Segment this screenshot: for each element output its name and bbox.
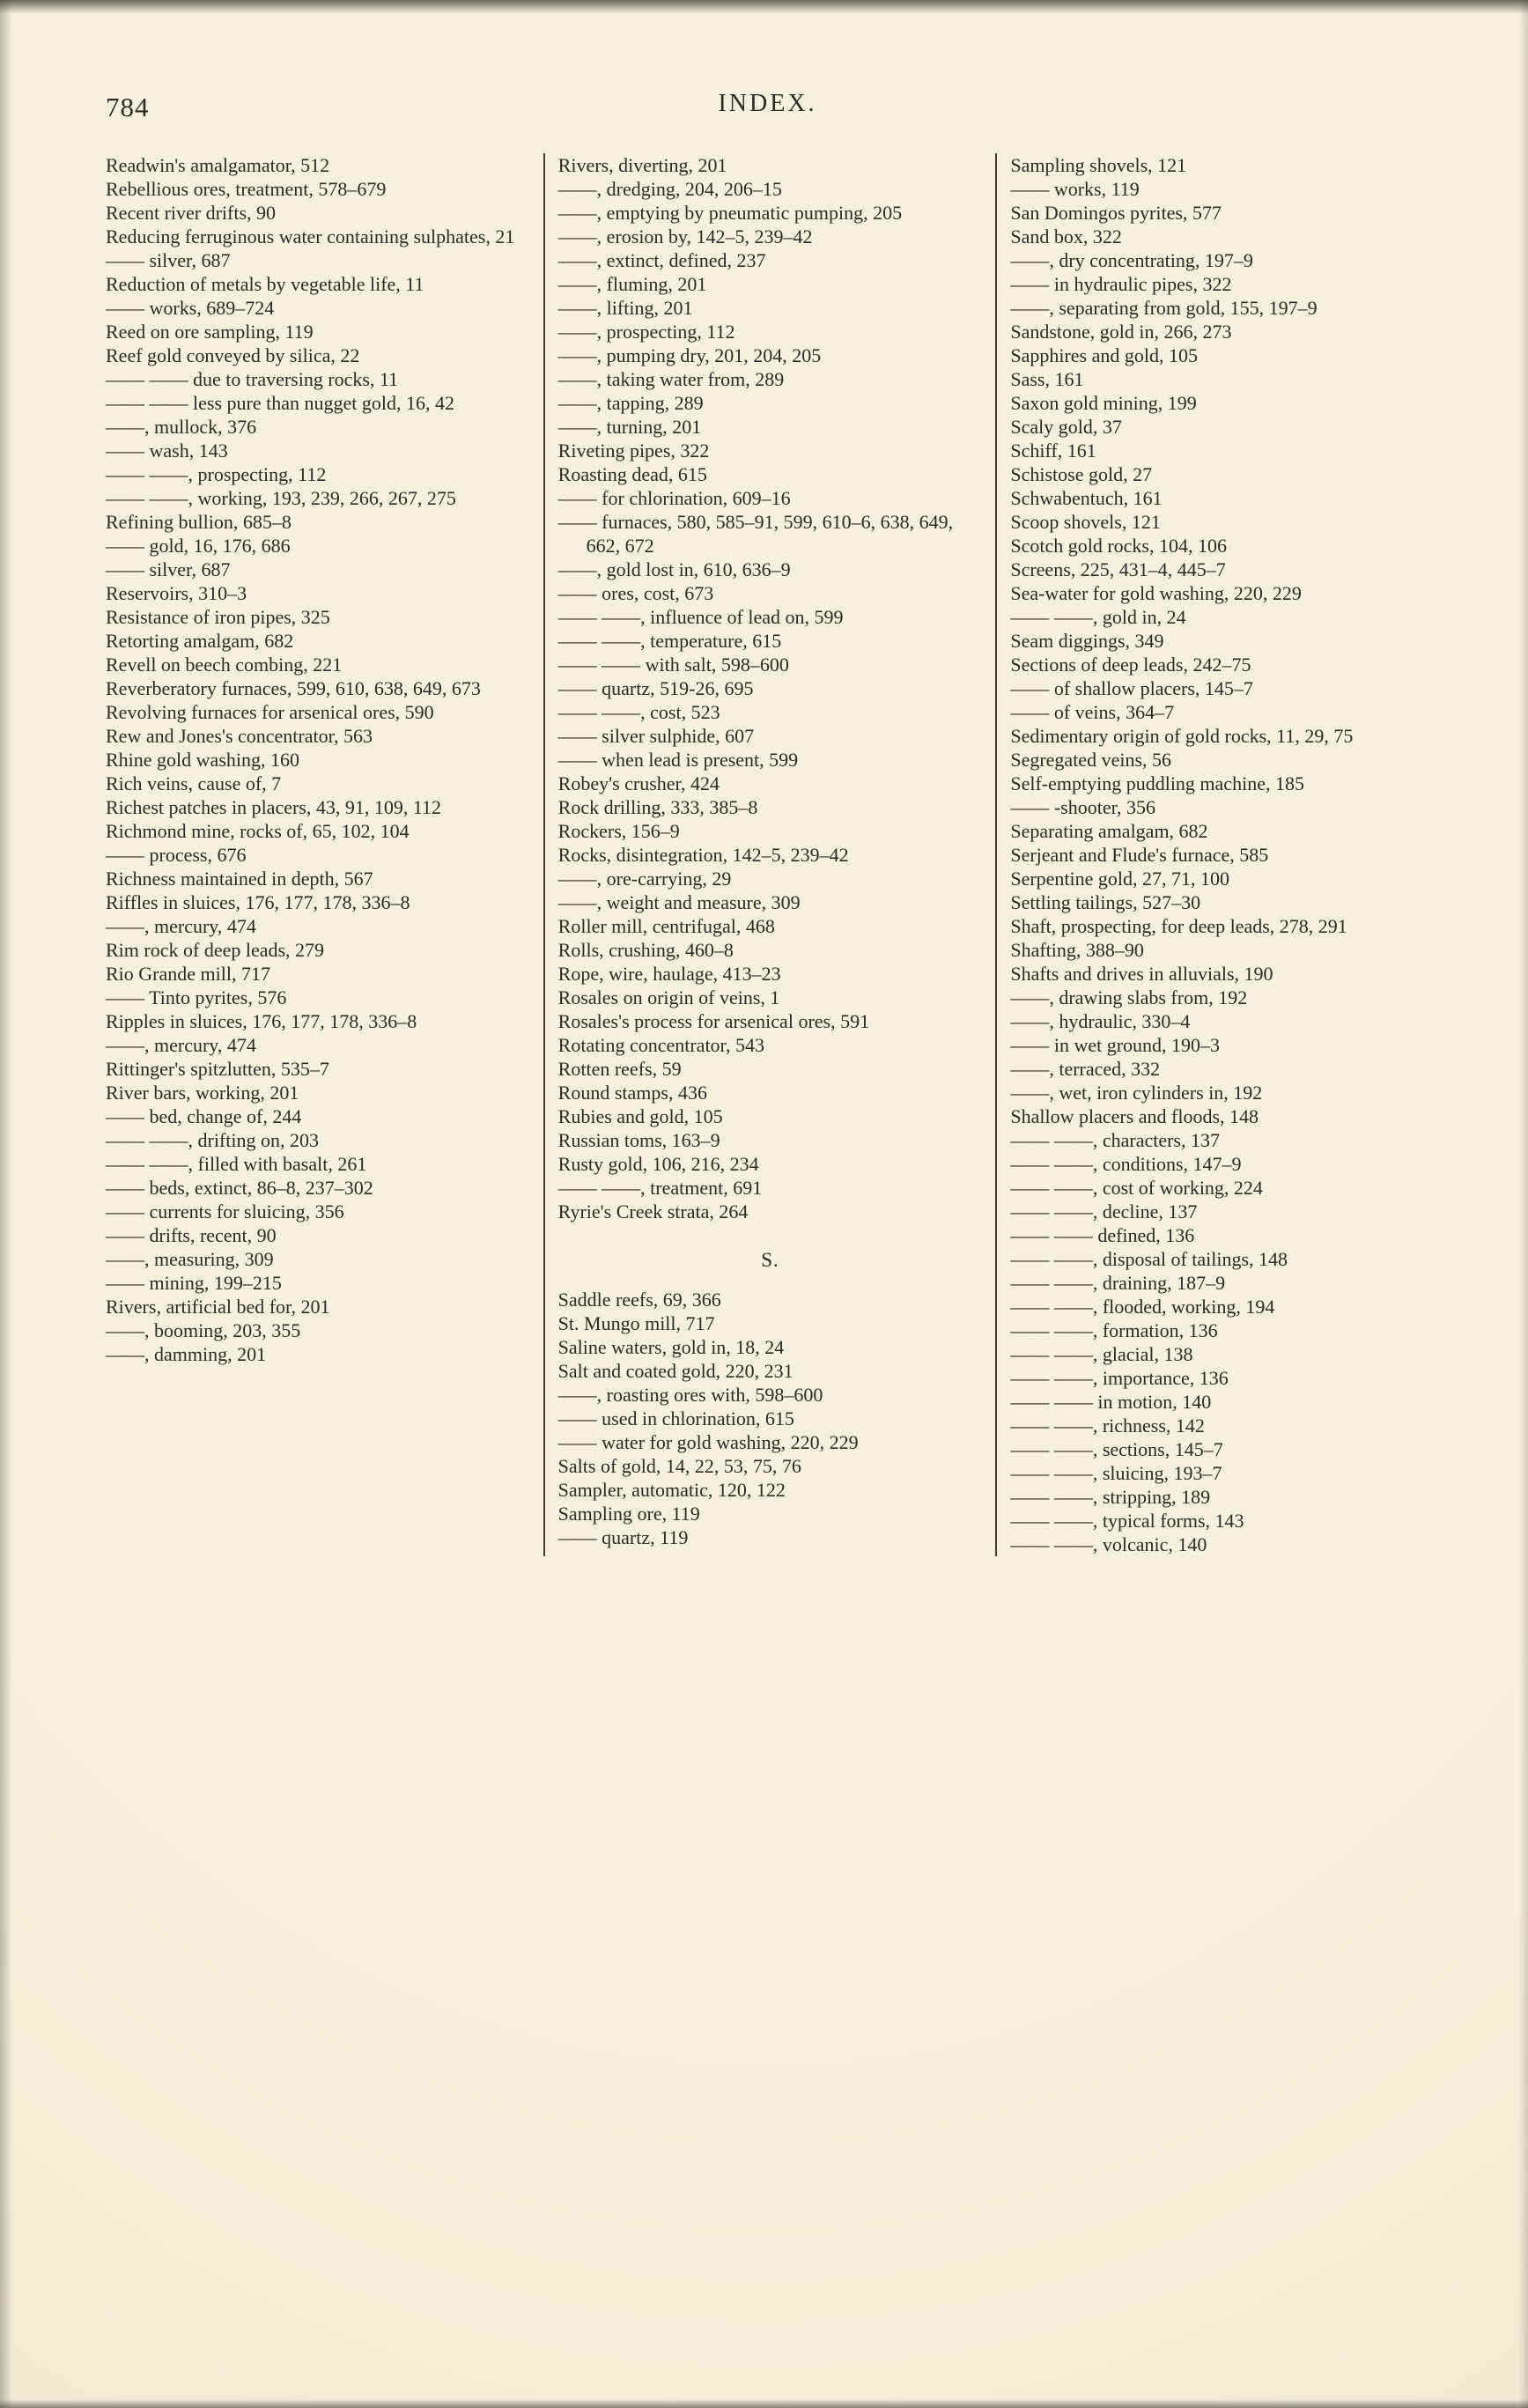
index-entry: —— ——, typical forms, 143 bbox=[1010, 1510, 1244, 1532]
index-entry: —— ——, gold in, 24 bbox=[1010, 606, 1186, 628]
index-entry: —— ——, draining, 187–9 bbox=[1010, 1272, 1226, 1294]
index-entry: River bars, working, 201 bbox=[106, 1082, 299, 1104]
index-column bbox=[106, 153, 530, 1556]
index-column bbox=[1010, 153, 1435, 1556]
index-entry: Robey's crusher, 424 bbox=[557, 772, 720, 794]
index-entry: —— of veins, 364–7 bbox=[1010, 701, 1175, 723]
index-entry: ——, fluming, 201 bbox=[557, 273, 707, 295]
index-entry: —— ——, importance, 136 bbox=[1010, 1367, 1229, 1389]
scan-edge-left bbox=[0, 0, 12, 2408]
index-entry: Shafts and drives in alluvials, 190 bbox=[1010, 963, 1273, 985]
index-entry: Reservoirs, 310–3 bbox=[106, 582, 247, 604]
index-entry: Rivers, diverting, 201 bbox=[557, 154, 727, 176]
index-entry: —— ——, drifting on, 203 bbox=[106, 1129, 319, 1151]
index-entry: Serjeant and Flude's furnace, 585 bbox=[1010, 844, 1269, 866]
index-entry: Ripples in sluices, 176, 177, 178, 336–8 bbox=[106, 1010, 417, 1032]
index-entry: —— ——, temperature, 615 bbox=[557, 630, 782, 652]
index-entry: —— works, 119 bbox=[1010, 178, 1140, 200]
index-entry: Recent river drifts, 90 bbox=[106, 202, 277, 224]
index-entry: Resistance of iron pipes, 325 bbox=[106, 606, 330, 628]
index-entry: Shallow placers and floods, 148 bbox=[1010, 1105, 1259, 1127]
index-entry: Schwabentuch, 161 bbox=[1010, 487, 1163, 509]
index-entry: —— furnaces, 580, 585–91, 599, 610–6, 638, 649, 662, 672 bbox=[557, 511, 954, 557]
index-entry: Revolving furnaces for arsenical ores, 590 bbox=[106, 701, 434, 723]
index-entry: ——, extinct, defined, 237 bbox=[557, 249, 766, 271]
index-entry: —— mining, 199–215 bbox=[106, 1272, 282, 1294]
index-entry: Richest patches in placers, 43, 91, 109, 112 bbox=[106, 796, 442, 818]
index-entry: —— beds, extinct, 86–8, 237–302 bbox=[106, 1177, 373, 1199]
index-entry: Revell on beech combing, 221 bbox=[106, 654, 343, 676]
section-heading: S. bbox=[761, 1249, 779, 1271]
index-entry: Rotten reefs, 59 bbox=[557, 1058, 682, 1080]
index-entry: ——, damming, 201 bbox=[106, 1343, 267, 1365]
index-entry: Rebellious ores, treatment, 578–679 bbox=[106, 178, 387, 200]
index-entry: Rittinger's spitzlutten, 535–7 bbox=[106, 1058, 329, 1080]
index-entry: Riveting pipes, 322 bbox=[557, 439, 710, 462]
index-entry: Self-emptying puddling machine, 185 bbox=[1010, 772, 1304, 794]
index-entry: —— ——, stripping, 189 bbox=[1010, 1486, 1211, 1508]
index-entry: Rockers, 156–9 bbox=[557, 820, 680, 842]
index-entry: Screens, 225, 431–4, 445–7 bbox=[1010, 558, 1226, 580]
index-entry: Reverberatory furnaces, 599, 610, 638, 649, 673 bbox=[106, 677, 481, 699]
index-entry: Saddle reefs, 69, 366 bbox=[557, 1289, 721, 1311]
index-entry: Scoop shovels, 121 bbox=[1010, 511, 1161, 533]
index-entry: ——, hydraulic, 330–4 bbox=[1010, 1010, 1191, 1032]
index-entry: —— -shooter, 356 bbox=[1010, 796, 1156, 818]
index-entry: Readwin's amalgamator, 512 bbox=[106, 154, 330, 176]
page-header bbox=[106, 90, 1429, 129]
index-entry: ——, turning, 201 bbox=[557, 416, 702, 438]
index-entry: ——, prospecting, 112 bbox=[557, 321, 735, 343]
index-entry: ——, weight and measure, 309 bbox=[557, 891, 801, 913]
index-entry: Rubies and gold, 105 bbox=[557, 1105, 723, 1127]
index-entry: —— ——, prospecting, 112 bbox=[106, 463, 327, 485]
scan-edge-top bbox=[0, 0, 1528, 14]
index-entry: ——, drawing slabs from, 192 bbox=[1010, 986, 1248, 1008]
index-entry: ——, lifting, 201 bbox=[557, 297, 693, 319]
index-entry: —— ——, filled with basalt, 261 bbox=[106, 1153, 367, 1175]
index-entry: —— process, 676 bbox=[106, 844, 247, 866]
index-entry: Saxon gold mining, 199 bbox=[1010, 392, 1197, 414]
index-entry: Sapphires and gold, 105 bbox=[1010, 344, 1198, 366]
index-entry: ——, mercury, 474 bbox=[106, 915, 256, 937]
index-entry: Separating amalgam, 682 bbox=[1010, 820, 1208, 842]
index-entry: —— —— in motion, 140 bbox=[1010, 1391, 1212, 1413]
index-entry: ——, emptying by pneumatic pumping, 205 bbox=[557, 202, 903, 224]
index-entry: ——, dry concentrating, 197–9 bbox=[1010, 249, 1253, 271]
index-entry: Rio Grande mill, 717 bbox=[106, 963, 270, 985]
index-entry: Retorting amalgam, 682 bbox=[106, 630, 294, 652]
index-entry: ——, separating from gold, 155, 197–9 bbox=[1010, 297, 1318, 319]
index-entry: ——, mercury, 474 bbox=[106, 1034, 256, 1056]
index-entry: —— ——, richness, 142 bbox=[1010, 1415, 1205, 1437]
index-entry: Serpentine gold, 27, 71, 100 bbox=[1010, 868, 1230, 890]
index-entry: —— gold, 16, 176, 686 bbox=[106, 535, 291, 557]
index-entry: ——, ore-carrying, 29 bbox=[557, 868, 732, 890]
index-entry: ——, wet, iron cylinders in, 192 bbox=[1010, 1082, 1263, 1104]
index-entry: Sedimentary origin of gold rocks, 11, 29, 75 bbox=[1010, 725, 1354, 747]
index-column bbox=[558, 153, 983, 1556]
index-entry: —— ——, disposal of tailings, 148 bbox=[1010, 1248, 1288, 1270]
index-entry: Shafting, 388–90 bbox=[1010, 939, 1144, 961]
index-entry: ——, erosion by, 142–5, 239–42 bbox=[557, 225, 813, 247]
index-entry: —— ——, sections, 145–7 bbox=[1010, 1438, 1223, 1460]
index-entry: Rocks, disintegration, 142–5, 239–42 bbox=[557, 844, 849, 866]
index-entry: —— —— defined, 136 bbox=[1010, 1224, 1195, 1246]
index-entry: Scotch gold rocks, 104, 106 bbox=[1010, 535, 1227, 557]
index-entry: —— ——, conditions, 147–9 bbox=[1010, 1153, 1242, 1175]
index-entry: Reduction of metals by vegetable life, 11 bbox=[106, 273, 424, 295]
index-entry: Richmond mine, rocks of, 65, 102, 104 bbox=[106, 820, 410, 842]
index-columns bbox=[106, 153, 1435, 1556]
index-entry: Roasting dead, 615 bbox=[557, 463, 707, 485]
index-entry: ——, measuring, 309 bbox=[106, 1248, 274, 1270]
index-entry: ——, taking water from, 289 bbox=[557, 368, 785, 390]
index-entry: —— Tinto pyrites, 576 bbox=[106, 986, 287, 1008]
index-entry: ——, gold lost in, 610, 636–9 bbox=[557, 558, 791, 580]
index-entry: —— silver sulphide, 607 bbox=[557, 725, 755, 747]
index-entry: Rhine gold washing, 160 bbox=[106, 749, 299, 771]
index-entry: Roller mill, centrifugal, 468 bbox=[557, 915, 775, 937]
index-entry: —— ——, treatment, 691 bbox=[557, 1177, 763, 1199]
index-entry: —— —— due to traversing rocks, 11 bbox=[106, 368, 399, 390]
index-entry: Seam diggings, 349 bbox=[1010, 630, 1164, 652]
index-entry: —— silver, 687 bbox=[106, 249, 231, 271]
index-entry: Salts of gold, 14, 22, 53, 75, 76 bbox=[557, 1455, 801, 1477]
index-entry: Sampler, automatic, 120, 122 bbox=[557, 1479, 786, 1501]
index-entry: —— silver, 687 bbox=[106, 558, 231, 580]
index-entry: ——, tapping, 289 bbox=[557, 392, 704, 414]
index-entry: Sea-water for gold washing, 220, 229 bbox=[1010, 582, 1302, 604]
index-entry: Scaly gold, 37 bbox=[1010, 416, 1122, 438]
index-entry: —— ——, cost of working, 224 bbox=[1010, 1177, 1263, 1199]
index-entry: Sampling shovels, 121 bbox=[1010, 154, 1187, 176]
index-entry: —— for chlorination, 609–16 bbox=[557, 487, 791, 509]
index-entry: Schistose gold, 27 bbox=[1010, 463, 1153, 485]
index-entry: Schiff, 161 bbox=[1010, 439, 1096, 462]
page-number: 784 bbox=[106, 92, 150, 122]
index-entry: —— ——, sluicing, 193–7 bbox=[1010, 1462, 1222, 1484]
index-entry: San Domingos pyrites, 577 bbox=[1010, 202, 1222, 224]
index-entry: —— wash, 143 bbox=[106, 439, 228, 462]
index-entry: Sandstone, gold in, 266, 273 bbox=[1010, 321, 1232, 343]
index-entry: ——, terraced, 332 bbox=[1010, 1058, 1161, 1080]
index-entry: Rolls, crushing, 460–8 bbox=[557, 939, 734, 961]
index-entry: ——, mullock, 376 bbox=[106, 416, 257, 438]
index-entry: Round stamps, 436 bbox=[557, 1082, 707, 1104]
index-entry: Reed on ore sampling, 119 bbox=[106, 321, 314, 343]
index-entry: Sections of deep leads, 242–75 bbox=[1010, 654, 1251, 676]
index-entry: —— ——, influence of lead on, 599 bbox=[557, 606, 844, 628]
index-entry: Sand box, 322 bbox=[1010, 225, 1122, 247]
index-entry: —— used in chlorination, 615 bbox=[557, 1407, 794, 1429]
index-entry: —— in wet ground, 190–3 bbox=[1010, 1034, 1221, 1056]
index-entry: Reef gold conveyed by silica, 22 bbox=[106, 344, 360, 366]
index-entry: ——, dredging, 204, 206–15 bbox=[557, 178, 782, 200]
index-entry: Rim rock of deep leads, 279 bbox=[106, 939, 325, 961]
index-entry: Shaft, prospecting, for deep leads, 278, 291 bbox=[1010, 915, 1347, 937]
index-entry: —— when lead is present, 599 bbox=[557, 749, 799, 771]
index-entry: ——, booming, 203, 355 bbox=[106, 1319, 301, 1341]
index-entry: Rusty gold, 106, 216, 234 bbox=[557, 1153, 759, 1175]
index-entry: Rich veins, cause of, 7 bbox=[106, 772, 282, 794]
index-entry: Refining bullion, 685–8 bbox=[106, 511, 292, 533]
column-divider bbox=[995, 153, 997, 1556]
index-entry: —— bed, change of, 244 bbox=[106, 1105, 302, 1127]
index-entry: ——, roasting ores with, 598–600 bbox=[557, 1384, 823, 1406]
index-entry: —— quartz, 519-26, 695 bbox=[557, 677, 754, 699]
index-entry: Salt and coated gold, 220, 231 bbox=[557, 1360, 794, 1382]
index-entry: Reducing ferruginous water containing sulphates, 21 bbox=[106, 225, 515, 247]
index-entry: —— ——, working, 193, 239, 266, 267, 275 bbox=[106, 487, 456, 509]
page-title: INDEX. bbox=[718, 90, 817, 117]
index-entry: —— water for gold washing, 220, 229 bbox=[557, 1431, 859, 1453]
index-entry: Riffles in sluices, 176, 177, 178, 336–8 bbox=[106, 891, 410, 913]
index-entry: —— —— with salt, 598–600 bbox=[557, 654, 789, 676]
column-divider bbox=[543, 153, 545, 1556]
index-entry: Rosales's process for arsenical ores, 591 bbox=[557, 1010, 870, 1032]
index-entry: Ryrie's Creek strata, 264 bbox=[557, 1200, 749, 1222]
index-entry: —— quartz, 119 bbox=[557, 1526, 689, 1548]
index-entry: Settling tailings, 527–30 bbox=[1010, 891, 1201, 913]
index-entry: —— ——, formation, 136 bbox=[1010, 1319, 1218, 1341]
index-entry: —— of shallow placers, 145–7 bbox=[1010, 677, 1253, 699]
index-entry: St. Mungo mill, 717 bbox=[557, 1312, 715, 1334]
index-entry: Rock drilling, 333, 385–8 bbox=[557, 796, 758, 818]
index-entry: —— —— less pure than nugget gold, 16, 42 bbox=[106, 392, 454, 414]
index-entry: Sampling ore, 119 bbox=[557, 1503, 700, 1525]
index-entry: —— ——, decline, 137 bbox=[1010, 1200, 1198, 1222]
scan-edge-right bbox=[1519, 0, 1528, 2408]
index-entry: Richness maintained in depth, 567 bbox=[106, 868, 373, 890]
index-entry: Segregated veins, 56 bbox=[1010, 749, 1172, 771]
index-entry: —— drifts, recent, 90 bbox=[106, 1224, 277, 1246]
index-entry: Rotating concentrator, 543 bbox=[557, 1034, 765, 1056]
index-entry: —— ——, cost, 523 bbox=[557, 701, 720, 723]
scan-edge-bottom bbox=[0, 2399, 1528, 2408]
index-entry: Rosales on origin of veins, 1 bbox=[557, 986, 780, 1008]
index-entry: Saline waters, gold in, 18, 24 bbox=[557, 1336, 785, 1358]
index-entry: —— ——, volcanic, 140 bbox=[1010, 1533, 1207, 1555]
index-entry: Sass, 161 bbox=[1010, 368, 1084, 390]
index-entry: Rew and Jones's concentrator, 563 bbox=[106, 725, 373, 747]
index-entry: Russian toms, 163–9 bbox=[557, 1129, 720, 1151]
index-entry: —— ——, glacial, 138 bbox=[1010, 1343, 1193, 1365]
index-entry: ——, pumping dry, 201, 204, 205 bbox=[557, 344, 822, 366]
index-entry: Rope, wire, haulage, 413–23 bbox=[557, 963, 781, 985]
index-entry: —— in hydraulic pipes, 322 bbox=[1010, 273, 1232, 295]
index-entry: —— ——, flooded, working, 194 bbox=[1010, 1296, 1275, 1318]
index-entry: —— currents for sluicing, 356 bbox=[106, 1200, 344, 1222]
index-entry: —— ores, cost, 673 bbox=[557, 582, 714, 604]
index-entry: —— works, 689–724 bbox=[106, 297, 275, 319]
index-entry: Rivers, artificial bed for, 201 bbox=[106, 1296, 330, 1318]
index-entry: —— ——, characters, 137 bbox=[1010, 1129, 1220, 1151]
